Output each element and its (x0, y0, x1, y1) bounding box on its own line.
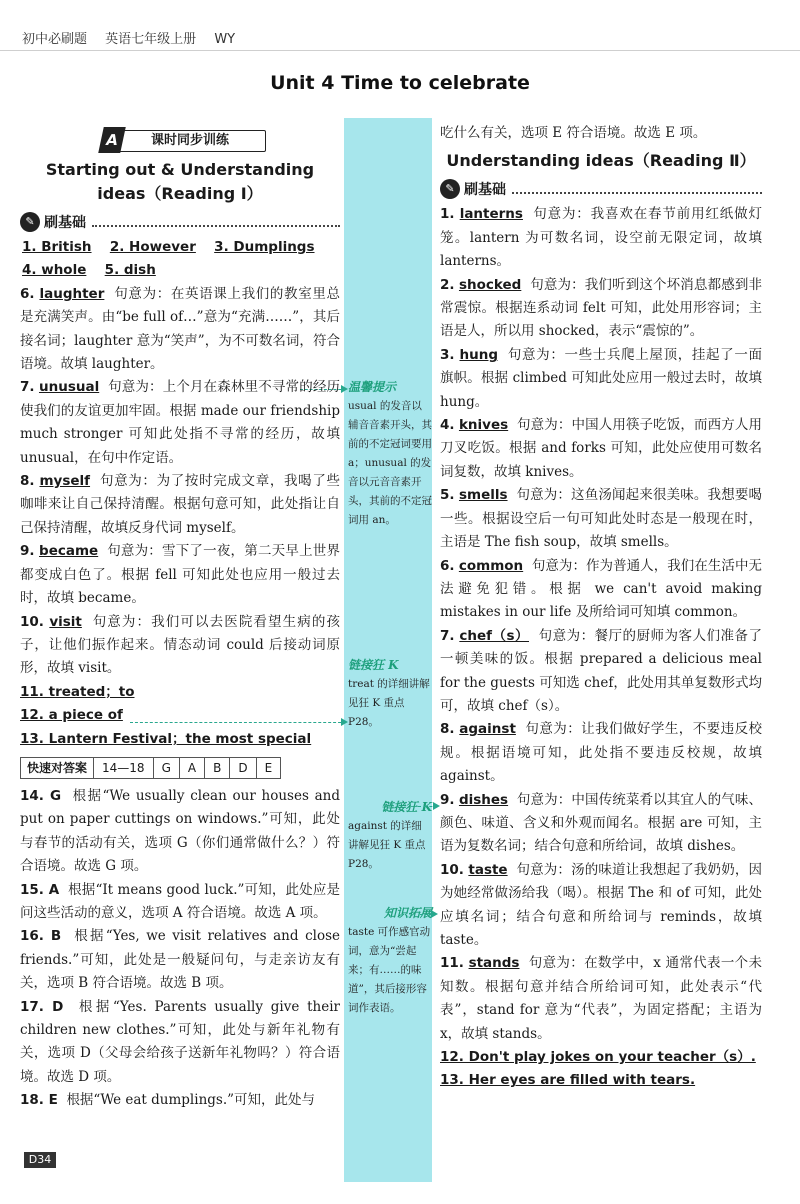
extension-title: 知识拓展 (383, 906, 432, 920)
link-note-1-text: treat 的详细讲解见狂 K 重点 P28。 (348, 678, 430, 728)
answer-6: 6. laughter 句意为：在英语课上我们的教室里总是充满笑声。由“be full of…”意为“充满……”，其后接名词；laughter 意为“笑声”，为不可数名词，符合语境。故填 laughter。 (20, 285, 341, 373)
answer-4: 4. whole (22, 262, 87, 279)
answer-11: 11. treated；to (20, 683, 135, 700)
answer-r5: 5. smells 句意为：这鱼汤闻起来很美味。我想要喝一些。根据设空后一句可知此处时态是一般现在时，主语是 The fish soup，故填 smells。 (440, 487, 763, 551)
answer-r7: 7. chef（s） 句意为：餐厅的厨师为客人们准备了一顿美味的饭。根据 prepared a delicious meal for the guests 可知选 chef，此处用其单复数形式均可，故填 chef（s）。 (440, 627, 763, 714)
answer-16: 16. B 根据“Yes, we visit relatives and close friends.”可知，此处是一般疑问句，与走亲访友有关，选项 B 符合语境。故选 B 项。 (20, 928, 340, 992)
answer-9: 9. became 句意为：雪下了一夜，第二天早上世界都变成白色了。根据 fell 可知此处也应用一般过去时，故填 became。 (20, 543, 340, 607)
answer-r6: 6. common 句意为：作为普通人，我们在生活中无法避免犯错。根据 we can't avoid making mistakes in our life 及所给词可知填 common。 (440, 557, 763, 621)
link-arrow-2 (418, 806, 438, 807)
link-note-1-title: 链接狂 K (348, 658, 399, 672)
edition: WY (214, 32, 236, 47)
quick-answer-table (20, 757, 281, 779)
brush-icon: ✎ (440, 179, 460, 199)
answer-r2: 2. shocked 句意为：我们听到这个坏消息都感到非常震惊。根据连系动词 felt 可知，此处用形容词；主语是人，所以用 shocked，表示“震惊的”。 (440, 276, 762, 340)
tip-note (348, 378, 432, 530)
tip-title: 温馨提示 (348, 380, 397, 394)
notes-strip (344, 118, 432, 1182)
basics-header (20, 212, 340, 232)
quick-answer-cell: E (256, 757, 281, 778)
answer-13: 13. Lantern Festival；the most special (20, 730, 312, 747)
right-column (440, 118, 762, 1093)
quick-answer-cell: B (205, 757, 230, 778)
answer-10: 10. visit 句意为：我们可以去医院看望生病的孩子，让他们振作起来。情态动词 could 后接动词原形，故填 visit。 (20, 613, 340, 677)
answer-15: 15. A 根据“It means good luck.”可知，此处应是问这些活动的意义，选项 A 符合语境。故选 A 项。 (20, 881, 340, 921)
answer-r9: 9. dishes 句意为：中国传统菜肴以其宜人的气味、颜色、味道、含义和外观而闻名。根据 are 可知，主语为复数名词；结合句意和所给词，故填 dishes。 (440, 791, 762, 855)
quick-answer-range: 14—18 (94, 757, 154, 778)
section-title (20, 158, 340, 206)
right-section-title: Understanding ideas（Reading Ⅱ） (446, 151, 756, 171)
subject-name: 英语七年级上册 (105, 32, 197, 47)
answer-14: 14. G 根据“We usually clean our houses and put on paper cuttings on windows.”可知，此处与春节的活动有关，选项 G（你们通常做什么？）符合语境。故选 G 项。 (20, 787, 340, 875)
header-divider (0, 50, 800, 51)
answer-18: 18. E 根据“We eat dumplings.”可知，此处与 (20, 1092, 316, 1109)
answer-r11: 11. stands 句意为：在数学中，x 通常代表一个未知数。根据句意并结合所给词可知，此处表示“代表”，stand for 意为“代表”，为固定搭配；主语为 x，故填 stands。 (440, 955, 763, 1042)
answer-r10: 10. taste 句意为：汤的味道让我想起了我奶奶，因为她经常做汤给我（喝）。根据 The 和 of 可知，此处应填名词；结合句意和所给词与 reminds，故填 taste。 (440, 861, 763, 948)
answer-5: 5. dish (104, 262, 156, 279)
answer-7: 7. unusual 句意为：上个月在森林里不寻常的经历使我们的友谊更加牢固。根据 made our friendship much stronger 可知此处指不寻常的经历，故填 unusual，在句中作定语。 (20, 379, 341, 466)
dotted-rule (92, 217, 340, 227)
answer-r12: 12. Don't play jokes on your teacher（s）. (440, 1049, 756, 1066)
answer-line (20, 236, 340, 259)
quick-answer-cell: G (153, 757, 179, 778)
quick-answer-cell: D (230, 757, 256, 778)
banner-badge: A (98, 127, 126, 153)
answer-r4: 4. knives 句意为：中国人用筷子吃饭，而西方人用刀叉吃饭。根据 and forks 可知，此处应使用可数名词复数，故填 knives。 (440, 417, 763, 480)
answer-8: 8. myself 句意为：为了按时完成文章，我喝了些咖啡来让自己保持清醒。根据句意可知，此处指让自己保持清醒，故填反身代词 myself。 (20, 473, 340, 536)
brush-icon: ✎ (20, 212, 40, 232)
answer-r3: 3. hung 句意为：一些士兵爬上屋顶，挂起了一面旗帜。根据 climbed 可知此处应用一般过去时，故填 hung。 (440, 346, 762, 410)
link-note-2-text: against 的详细讲解见狂 K 重点 P28。 (348, 820, 426, 870)
link-note-2 (348, 798, 432, 874)
link-note-2-title: 链接狂 K (381, 800, 432, 814)
quick-answer-label: 快速对答案 (21, 757, 94, 778)
continued-text: 吃什么有关，选项 E 符合语境。故选 E 项。 (440, 125, 707, 141)
answer-3: 3. Dumplings (214, 239, 315, 255)
extension-note (348, 904, 432, 1018)
right-basics-header (440, 179, 762, 199)
dotted-rule (512, 184, 762, 194)
left-column (20, 118, 340, 1113)
unit-title: Unit 4 Time to celebrate (270, 72, 530, 94)
extension-arrow (420, 914, 436, 915)
answer-1: 1. British (22, 239, 92, 255)
section-title-line-2: ideas（Reading Ⅰ） (97, 184, 263, 203)
answer-17: 17. D 根据“Yes. Parents usually give their children new clothes.”可知，此处与新年礼物有关，选项 D（父母会给孩子送新年礼物吗？）符合语境。故选 D 项。 (20, 998, 340, 1085)
answer-12: 12. a piece of (20, 707, 123, 724)
basics-label: 刷基础 (44, 215, 86, 231)
right-basics-label: 刷基础 (464, 182, 506, 199)
page-number: D34 (24, 1152, 56, 1168)
quick-answer-cell: A (179, 757, 204, 778)
answer-r8: 8. against 句意为：让我们做好学生，不要违反校规。根据语境可知，此处指不要违反校规，故填 against。 (440, 721, 763, 785)
book-name: 初中必刷题 (22, 32, 88, 47)
section-title-line-1: Starting out & Understanding (45, 160, 315, 179)
answer-r13: 13. Her eyes are filled with tears. (440, 1072, 696, 1089)
tip-text: usual 的发音以辅音音素开头，其前的不定冠词要用 a；unusual 的发音以元音音素开头，其前的不定冠词用 an。 (348, 400, 432, 526)
answer-2: 2. However (109, 239, 196, 255)
link-note-1 (348, 656, 432, 732)
answer-r1: 1. lanterns 句意为：我喜欢在春节前用红纸做灯笼。lantern 为可数名词，设空前无限定词，故填 lanterns。 (440, 206, 763, 270)
page-header (22, 28, 249, 47)
answer-line (20, 259, 340, 282)
banner-label: 课时同步训练 (150, 133, 229, 148)
section-banner (104, 130, 266, 152)
extension-text: taste 可作感官动词，意为“尝起来；有……的味道”，其后接形容词作表语。 (348, 926, 431, 1014)
